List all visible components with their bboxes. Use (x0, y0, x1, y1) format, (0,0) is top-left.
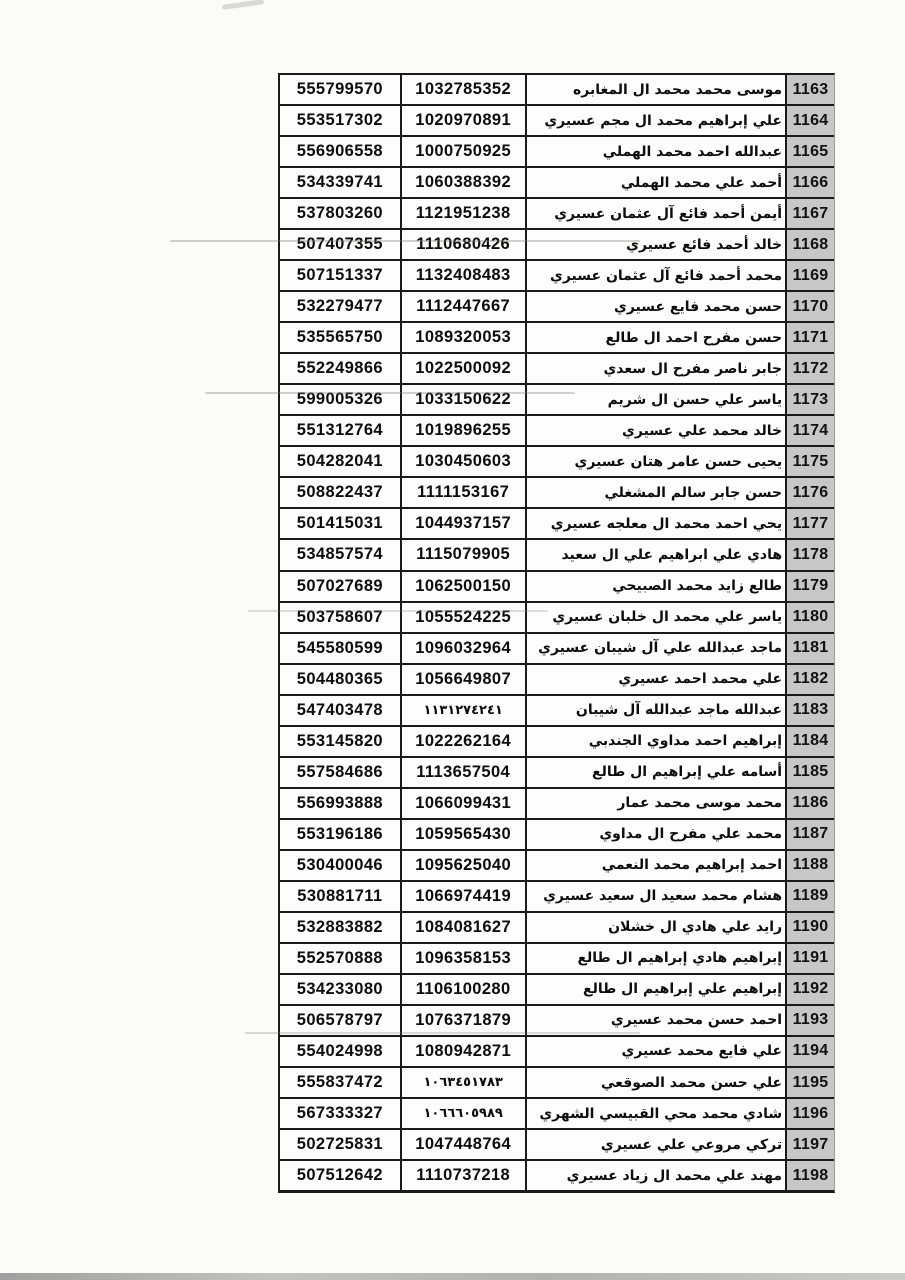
national-id: 1106100280 (400, 975, 525, 1004)
phone-number: 537803260 (296, 204, 383, 223)
national-id: 1020970891 (400, 106, 525, 135)
table-row (280, 137, 834, 168)
table-row (280, 509, 834, 540)
row-number: 1192 (785, 975, 834, 1004)
row-number: 1185 (785, 758, 834, 787)
person-name: عبدالله ماجد عبدالله آل شيبان (525, 696, 786, 725)
row-number: 1172 (785, 354, 834, 383)
national-id: 1076371879 (400, 1006, 525, 1035)
row-number: 1174 (785, 416, 834, 445)
table-row (280, 1068, 834, 1099)
row-number: 1169 (785, 261, 834, 290)
row-number: 1166 (785, 168, 834, 197)
phone-number: 504282041 (296, 452, 383, 471)
national-id: 1095625040 (400, 851, 525, 880)
person-name: هشام محمد سعيد ال سعيد عسيري (525, 882, 786, 911)
table-row (280, 851, 834, 882)
table-row (280, 230, 834, 261)
row-number: 1184 (785, 727, 834, 756)
phone-number: 552570888 (296, 948, 383, 967)
phone-number: 545580599 (296, 638, 383, 657)
table-row (280, 603, 834, 634)
national-id: 1044937157 (400, 509, 525, 538)
table-row (280, 727, 834, 758)
phone-number: 556993888 (296, 793, 383, 812)
national-id: 1113657504 (400, 758, 525, 787)
national-id: 1084081627 (400, 913, 525, 942)
row-number: 1197 (785, 1130, 834, 1159)
table-row (280, 758, 834, 789)
table-row (280, 540, 834, 571)
row-number: 1196 (785, 1099, 834, 1128)
row-number: 1170 (785, 292, 834, 321)
national-id: 1066974419 (400, 882, 525, 911)
phone-number: 501415031 (296, 514, 383, 533)
table-row (280, 572, 834, 603)
table-row (280, 1130, 834, 1161)
row-number: 1178 (785, 540, 834, 569)
person-name: محمد موسى محمد عمار (525, 789, 786, 818)
national-id: ١٠٦٦٦٠٥٩٨٩ (400, 1099, 525, 1128)
scanner-edge-strip (0, 1273, 905, 1280)
person-name: علي حسن محمد الصوقعي (525, 1068, 786, 1097)
national-id: 1096032964 (400, 634, 525, 663)
phone-number: 535565750 (296, 328, 383, 347)
table-row (280, 354, 834, 385)
person-name: أحمد علي محمد الهملي (525, 168, 786, 197)
person-name: هادي علي ابراهيم علي ال سعيد (525, 540, 786, 569)
row-number: 1193 (785, 1006, 834, 1035)
phone-number: 557584686 (296, 762, 383, 781)
person-name: أسامه علي إبراهيم ال طالع (525, 758, 786, 787)
national-id: 1110737218 (400, 1161, 525, 1190)
row-number: 1163 (785, 75, 834, 104)
phone-number: 534857574 (296, 545, 383, 564)
national-id: 1030450603 (400, 447, 525, 476)
national-id: 1111153167 (400, 478, 525, 507)
phone-number: 556906558 (296, 142, 383, 161)
national-id: 1080942871 (400, 1037, 525, 1066)
table-row (280, 882, 834, 913)
person-name: خالد محمد علي عسيري (525, 416, 786, 445)
person-name: شادي محمد محي القبيسي الشهري (525, 1099, 786, 1128)
person-name: ياسر علي حسن ال شريم (525, 385, 786, 414)
table-row (280, 385, 834, 416)
phone-number: 554024998 (296, 1041, 383, 1060)
person-name: محمد علي مفرح ال مداوي (525, 820, 786, 849)
national-id: 1115079905 (400, 540, 525, 569)
table-row (280, 665, 834, 696)
person-name: طالع زايد محمد الصبيحي (525, 572, 786, 601)
phone-number: 508822437 (296, 483, 383, 502)
row-number: 1173 (785, 385, 834, 414)
national-id: ١١٣١٢٧٤٢٤١ (400, 696, 525, 725)
national-id: 1019896255 (400, 416, 525, 445)
table-row (280, 913, 834, 944)
row-number: 1186 (785, 789, 834, 818)
phone-number: 534233080 (296, 979, 383, 998)
phone-number: 503758607 (296, 607, 383, 626)
table-row (280, 1099, 834, 1130)
row-number: 1181 (785, 634, 834, 663)
table-row (280, 944, 834, 975)
roster-table (278, 73, 835, 1193)
national-id: 1110680426 (400, 230, 525, 259)
table-row (280, 199, 834, 230)
national-id: 1056649807 (400, 665, 525, 694)
phone-number: 507407355 (296, 235, 383, 254)
row-number: 1175 (785, 447, 834, 476)
row-number: 1167 (785, 199, 834, 228)
person-name: إبراهيم هادي إبراهيم ال طالع (525, 944, 786, 973)
table-row (280, 478, 834, 509)
phone-number: 504480365 (296, 669, 383, 688)
table-row (280, 75, 834, 106)
table-row (280, 696, 834, 727)
person-name: احمد إبراهيم محمد النعمي (525, 851, 786, 880)
phone-number: 547403478 (296, 700, 383, 719)
national-id: 1089320053 (400, 323, 525, 352)
national-id: 1112447667 (400, 292, 525, 321)
phone-number: 552249866 (296, 359, 383, 378)
person-name: مهند علي محمد ال زياد عسيري (525, 1161, 786, 1190)
person-name: تركي مروعي علي عسيري (525, 1130, 786, 1159)
person-name: إبراهيم علي إبراهيم ال طالع (525, 975, 786, 1004)
phone-number: 507151337 (296, 266, 383, 285)
table-row (280, 1006, 834, 1037)
national-id: 1022262164 (400, 727, 525, 756)
row-number: 1182 (785, 665, 834, 694)
row-number: 1190 (785, 913, 834, 942)
person-name: رايد علي هادي ال خشلان (525, 913, 786, 942)
phone-number: 553145820 (296, 731, 383, 750)
row-number: 1194 (785, 1037, 834, 1066)
table-row (280, 975, 834, 1006)
person-name: حسن جابر سالم المشغلي (525, 478, 786, 507)
phone-number: 599005326 (296, 390, 383, 409)
person-name: علي إبراهيم محمد ال مجم عسيري (525, 106, 786, 135)
row-number: 1164 (785, 106, 834, 135)
person-name: يحي احمد محمد ال معلجه عسيري (525, 509, 786, 538)
table-row (280, 168, 834, 199)
table-row (280, 447, 834, 478)
person-name: يحيى حسن عامر هتان عسيري (525, 447, 786, 476)
table-row (280, 106, 834, 137)
table-row (280, 820, 834, 851)
phone-number: 532279477 (296, 297, 383, 316)
national-id: 1096358153 (400, 944, 525, 973)
person-name: جابر ناصر مفرح ال سعدي (525, 354, 786, 383)
person-name: عبدالله احمد محمد الهملي (525, 137, 786, 166)
national-id: 1132408483 (400, 261, 525, 290)
person-name: حسن مفرح احمد ال طالع (525, 323, 786, 352)
person-name: ماجد عبدالله علي آل شيبان عسيري (525, 634, 786, 663)
row-number: 1195 (785, 1068, 834, 1097)
person-name: محمد أحمد فائع آل عثمان عسيري (525, 261, 786, 290)
national-id: 1121951238 (400, 199, 525, 228)
phone-number: 532883882 (296, 917, 383, 936)
national-id: 1059565430 (400, 820, 525, 849)
phone-number: 555799570 (296, 80, 383, 99)
phone-number: 530881711 (297, 886, 383, 905)
row-number: 1179 (785, 572, 834, 601)
phone-number: 530400046 (296, 855, 383, 874)
table-row (280, 1161, 834, 1190)
table-row (280, 789, 834, 820)
national-id: 1047448764 (400, 1130, 525, 1159)
phone-number: 507512642 (296, 1166, 383, 1185)
table-row (280, 261, 834, 292)
scan-artifact (222, 0, 264, 10)
table-row (280, 634, 834, 665)
phone-number: 567333327 (296, 1104, 383, 1123)
phone-number: 553196186 (296, 824, 383, 843)
row-number: 1171 (785, 323, 834, 352)
national-id: 1032785352 (400, 75, 525, 104)
phone-number: 506578797 (296, 1010, 383, 1029)
row-number: 1198 (785, 1161, 834, 1190)
person-name: ياسر علي محمد ال خلبان عسيري (525, 603, 786, 632)
row-number: 1189 (785, 882, 834, 911)
row-number: 1183 (785, 696, 834, 725)
row-number: 1187 (785, 820, 834, 849)
phone-number: 551312764 (296, 421, 383, 440)
national-id: 1055524225 (400, 603, 525, 632)
row-number: 1165 (785, 137, 834, 166)
person-name: موسى محمد محمد ال المغابره (525, 75, 786, 104)
phone-number: 507027689 (296, 576, 383, 595)
row-number: 1180 (785, 603, 834, 632)
phone-number: 534339741 (296, 173, 383, 192)
national-id: 1033150622 (400, 385, 525, 414)
row-number: 1188 (785, 851, 834, 880)
phone-number: 553517302 (296, 111, 383, 130)
phone-number: 502725831 (296, 1135, 383, 1154)
national-id: 1022500092 (400, 354, 525, 383)
person-name: خالد أحمد فائع عسيري (525, 230, 786, 259)
person-name: علي فايع محمد عسيري (525, 1037, 786, 1066)
row-number: 1177 (785, 509, 834, 538)
row-number: 1176 (785, 478, 834, 507)
national-id: 1066099431 (400, 789, 525, 818)
national-id: 1000750925 (400, 137, 525, 166)
table-row (280, 416, 834, 447)
person-name: علي محمد احمد عسيري (525, 665, 786, 694)
table-row (280, 1037, 834, 1068)
phone-number: 555837472 (296, 1073, 383, 1092)
person-name: إبراهيم احمد مداوي الجندبي (525, 727, 786, 756)
person-name: أيمن أحمد فائع آل عثمان عسيري (525, 199, 786, 228)
row-number: 1191 (785, 944, 834, 973)
person-name: حسن محمد فايع عسيري (525, 292, 786, 321)
table-row (280, 323, 834, 354)
national-id: ١٠٦٣٤٥١٧٨٣ (400, 1068, 525, 1097)
national-id: 1060388392 (400, 168, 525, 197)
person-name: احمد حسن محمد عسيري (525, 1006, 786, 1035)
national-id: 1062500150 (400, 572, 525, 601)
table-row (280, 292, 834, 323)
row-number: 1168 (785, 230, 834, 259)
